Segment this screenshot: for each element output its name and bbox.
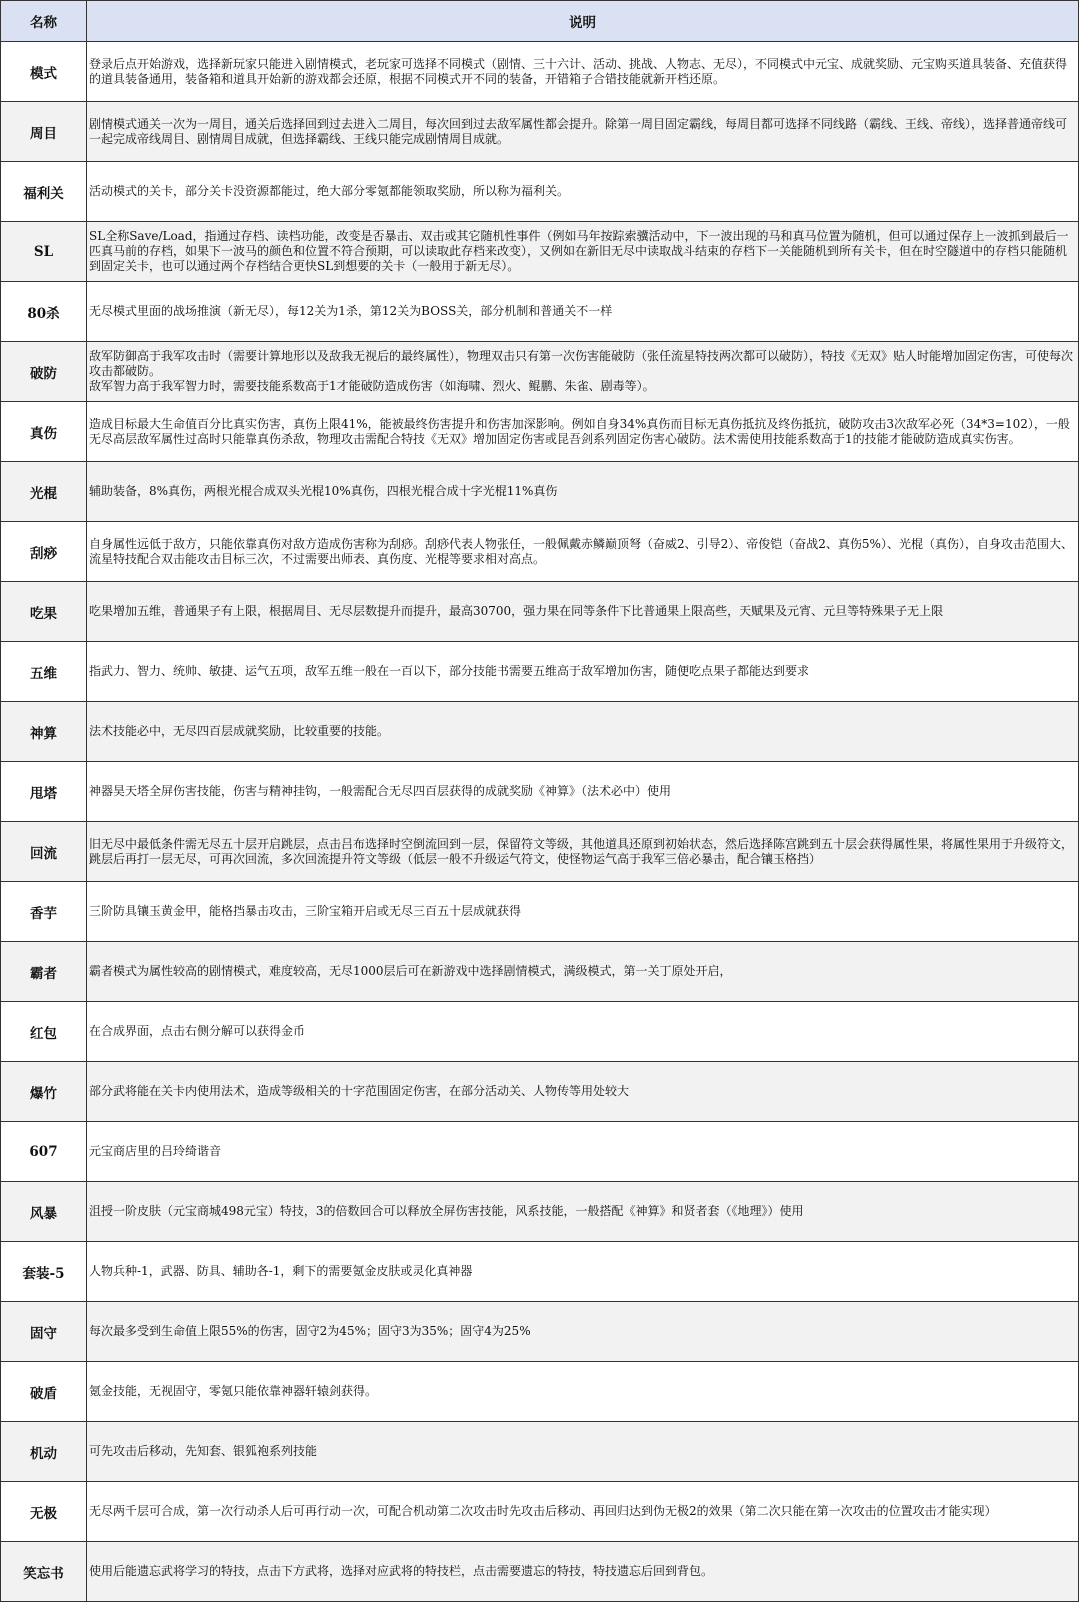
- description-cell: 吃果增加五维，普通果子有上限，根据周目、无尽层数提升而提升，最高30700，强力果在同等条件下比普通果上限高些，天赋果及元宵、元旦等特殊果子无上限: [87, 582, 1079, 642]
- description-cell: 使用后能遗忘武将学习的特技，点击下方武将，选择对应武将的特技栏，点击需要遗忘的特技，特技遗忘后回到背包。: [87, 1542, 1079, 1602]
- description-cell: 无尽两千层可合成，第一次行动杀人后可再行动一次，可配合机动第二次攻击时先攻击后移动、再回归达到伪无极2的效果（第二次只能在第一次攻击的位置攻击才能实现）: [87, 1482, 1079, 1542]
- table-row: [1, 1002, 1079, 1062]
- description-cell: 每次最多受到生命值上限55%的伤害，固守2为45%；固守3为35%；固守4为25%: [87, 1302, 1079, 1362]
- term-cell: 破防: [1, 342, 87, 402]
- table-row: [1, 1062, 1079, 1122]
- term-cell: 笑忘书: [1, 1542, 87, 1602]
- term-cell: 福利关: [1, 162, 87, 222]
- description-cell: 氪金技能，无视固守，零氪只能依靠神器轩辕剑获得。: [87, 1362, 1079, 1422]
- term-cell: 霸者: [1, 942, 87, 1002]
- term-cell: 甩塔: [1, 762, 87, 822]
- table-row: [1, 222, 1079, 282]
- description-cell: 登录后点开始游戏，选择新玩家只能进入剧情模式，老玩家可选择不同模式（剧情、三十六计、活动、挑战、人物志、无尽），不同模式中元宝、成就奖励、元宝购买道具装备、充值获得的道具装备通用，装备箱和道具开始新的游戏都会还原，根据不同模式开不同的装备，开错箱子合错技能就新开档还原。: [87, 42, 1079, 102]
- description-cell: 无尽模式里面的战场推演（新无尽），每12关为1杀，第12关为BOSS关，部分机制和普通关不一样: [87, 282, 1079, 342]
- description-cell: 造成目标最大生命值百分比真实伤害，真伤上限41%，能被最终伤害提升和伤害加深影响。例如自身34%真伤而目标无真伤抵抗及终伤抵抗，破防攻击3次敌军必死（34*3=102），一般无尽高层敌军属性过高时只能靠真伤杀敌，物理攻击需配合特技《无双》增加固定伤害或昆吾剑系列固定伤害心破防。法术需使用技能系数高于1的技能才能破防造成真实伤害。: [87, 402, 1079, 462]
- description-cell: 辅助装备，8%真伤，两根光棍合成双头光棍10%真伤，四根光棍合成十字光棍11%真伤: [87, 462, 1079, 522]
- description-cell: 在合成界面，点击右侧分解可以获得金币: [87, 1002, 1079, 1062]
- table-row: [1, 162, 1079, 222]
- term-cell: 破盾: [1, 1362, 87, 1422]
- table-row: [1, 642, 1079, 702]
- term-cell: 刮痧: [1, 522, 87, 582]
- description-cell: 法术技能必中，无尽四百层成就奖励，比较重要的技能。: [87, 702, 1079, 762]
- table-header: [1, 1, 1079, 42]
- table-row: [1, 1122, 1079, 1182]
- term-cell: 吃果: [1, 582, 87, 642]
- table-row: [1, 102, 1079, 162]
- term-cell: 五维: [1, 642, 87, 702]
- description-cell: 沮授一阶皮肤（元宝商城498元宝）特技，3的倍数回合可以释放全屏伤害技能，风系技能，一般搭配《神算》和贤者套（《地理》）使用: [87, 1182, 1079, 1242]
- term-cell: 神算: [1, 702, 87, 762]
- term-cell: 无极: [1, 1482, 87, 1542]
- table-row: [1, 582, 1079, 642]
- term-cell: SL: [1, 222, 87, 282]
- table-row: [1, 942, 1079, 1002]
- table-row: [1, 42, 1079, 102]
- description-cell: 可先攻击后移动，先知套、银狐袍系列技能: [87, 1422, 1079, 1482]
- description-cell: 神器昊天塔全屏伤害技能，伤害与精神挂钩，一般需配合无尽四百层获得的成就奖励《神算》（法术必中）使用: [87, 762, 1079, 822]
- description-cell: 人物兵种-1，武器、防具、辅助各-1，剩下的需要氪金皮肤或灵化真神器: [87, 1242, 1079, 1302]
- table-row: [1, 462, 1079, 522]
- term-cell: 回流: [1, 822, 87, 882]
- term-cell: 80杀: [1, 282, 87, 342]
- table-row: [1, 1542, 1079, 1602]
- table-row: [1, 1482, 1079, 1542]
- term-cell: 爆竹: [1, 1062, 87, 1122]
- table-row: [1, 282, 1079, 342]
- description-cell: 剧情模式通关一次为一周目，通关后选择回到过去进入二周目，每次回到过去敌军属性都会提升。除第一周目固定霸线，每周目都可选择不同线路（霸线、王线、帝线），选择普通帝线可一起完成帝线周目、剧情周目成就，但选择霸线、王线只能完成剧情周目成就。: [87, 102, 1079, 162]
- term-cell: 红包: [1, 1002, 87, 1062]
- header-description: 说明: [87, 1, 1079, 42]
- description-cell: 自身属性远低于敌方，只能依靠真伤对敌方造成伤害称为刮痧。刮痧代表人物张任，一般佩戴赤鳞巅顶弩（奋威2、引导2）、帝俊铠（奋战2、真伤5%）、光棍（真伤），自身攻击范围大、流星特技配合双击能攻击目标三次，不过需要出师表、真伤度、光棍等要求相对高点。: [87, 522, 1079, 582]
- table-row: [1, 882, 1079, 942]
- table-row: [1, 522, 1079, 582]
- term-cell: 607: [1, 1122, 87, 1182]
- table-row: [1, 822, 1079, 882]
- table-row: [1, 702, 1079, 762]
- table-body: [1, 42, 1079, 1602]
- description-cell: 指武力、智力、统帅、敏捷、运气五项，敌军五维一般在一百以下，部分技能书需要五维高于敌军增加伤害，随便吃点果子都能达到要求: [87, 642, 1079, 702]
- description-cell: 霸者模式为属性较高的剧情模式，难度较高，无尽1000层后可在新游戏中选择剧情模式，满级模式，第一关丁原处开启，: [87, 942, 1079, 1002]
- description-cell: 敌军防御高于我军攻击时（需要计算地形以及敌我无视后的最终属性），物理双击只有第一次伤害能破防（张任流星特技两次都可以破防），特技《无双》贴人时能增加固定伤害，可使每次攻击都破防。 敌军智力高于我军智力时，需要技能系数高于1才能破防造成伤害（如海啸、烈火、鲲鹏、朱雀、剧毒等）。: [87, 342, 1079, 402]
- term-cell: 光棍: [1, 462, 87, 522]
- table-row: [1, 402, 1079, 462]
- table-row: [1, 1422, 1079, 1482]
- term-cell: 风暴: [1, 1182, 87, 1242]
- table-row: [1, 1302, 1079, 1362]
- table-row: [1, 342, 1079, 402]
- term-cell: 真伤: [1, 402, 87, 462]
- header-row: [1, 1, 1079, 42]
- table-row: [1, 1182, 1079, 1242]
- term-cell: 固守: [1, 1302, 87, 1362]
- term-cell: 模式: [1, 42, 87, 102]
- table-row: [1, 1242, 1079, 1302]
- table-row: [1, 1362, 1079, 1422]
- description-cell: 部分武将能在关卡内使用法术，造成等级相关的十字范围固定伤害，在部分活动关、人物传等用处较大: [87, 1062, 1079, 1122]
- description-cell: 三阶防具镶玉黄金甲，能格挡暴击攻击，三阶宝箱开启或无尽三百五十层成就获得: [87, 882, 1079, 942]
- term-cell: 机动: [1, 1422, 87, 1482]
- description-cell: 元宝商店里的吕玲绮谐音: [87, 1122, 1079, 1182]
- term-cell: 套装-5: [1, 1242, 87, 1302]
- header-term: 名称: [1, 1, 87, 42]
- table-row: [1, 762, 1079, 822]
- term-cell: 香芋: [1, 882, 87, 942]
- term-cell: 周目: [1, 102, 87, 162]
- description-cell: SL全称Save/Load，指通过存档、读档功能，改变是否暴击、双击或其它随机性事件（例如马年按踪索骥活动中，下一波出现的马和真马位置为随机，但可以通过保存上一波抓到最后一匹真马前的存档，如果下一波马的颜色和位置不符合预期，可以读取此存档来改变），又例如在新旧无尽中读取战斗结束的存档下一关能随机到所有关卡，但在时空隧道中的存档只能随机到固定关卡，也可以通过两个存档结合更快SL到想要的关卡（一般用于新无尽）。: [87, 222, 1079, 282]
- description-cell: 活动模式的关卡，部分关卡没资源都能过，绝大部分零氪都能领取奖励，所以称为福利关。: [87, 162, 1079, 222]
- description-cell: 旧无尽中最低条件需无尽五十层开启跳层，点击吕布选择时空倒流回到一层，保留符文等级，其他道具还原到初始状态，然后选择陈宫跳到五十层会获得属性果，将属性果用于升级符文，跳层后再打一层无尽，可再次回流，多次回流提升符文等级（低层一般不升级运气符文，使怪物运气高于我军三倍必暴击，配合镶玉格挡）: [87, 822, 1079, 882]
